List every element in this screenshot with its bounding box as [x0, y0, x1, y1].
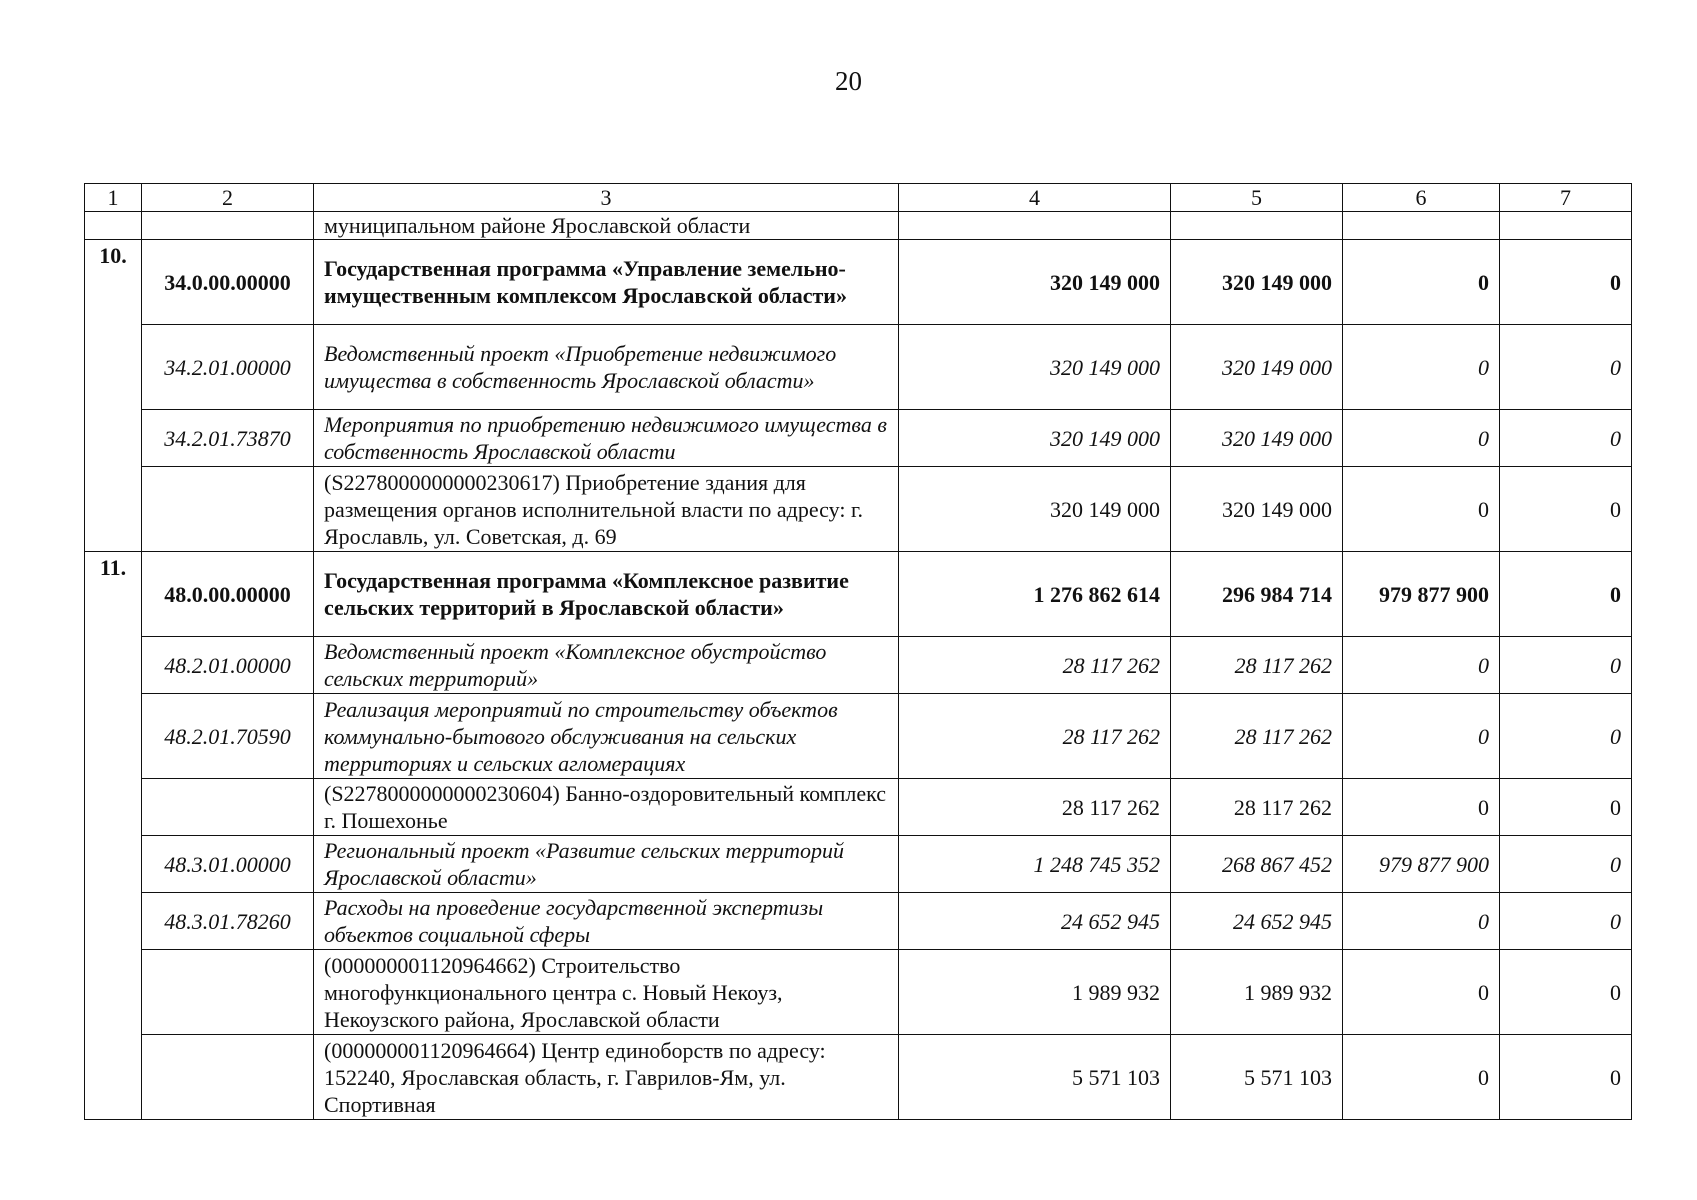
table-row — [85, 410, 1632, 467]
row-name: Государственная программа «Комплексное развитие сельских территорий в Ярославской области» — [314, 552, 899, 637]
table-row — [85, 325, 1632, 410]
cell-col6: 0 — [1343, 467, 1500, 552]
cell-col7: 0 — [1500, 325, 1632, 410]
row-number: 10. — [85, 240, 142, 552]
table-row — [85, 950, 1632, 1035]
cell-col4: 1 276 862 614 — [899, 552, 1171, 637]
cell-col6: 0 — [1343, 694, 1500, 779]
column-header: 4 — [899, 184, 1171, 212]
row-name: Государственная программа «Управление земельно-имущественным комплексом Ярославской области» — [314, 240, 899, 325]
continuation-row — [85, 212, 1632, 240]
cell-col4: 320 149 000 — [899, 325, 1171, 410]
column-header: 3 — [314, 184, 899, 212]
cell-col7: 0 — [1500, 950, 1632, 1035]
table-row — [85, 552, 1632, 637]
row-code: 48.3.01.78260 — [142, 893, 314, 950]
row-code: 34.0.00.00000 — [142, 240, 314, 325]
cell-col6: 979 877 900 — [1343, 836, 1500, 893]
cell-col6: 0 — [1343, 893, 1500, 950]
row-code — [142, 779, 314, 836]
row-name: Реализация мероприятий по строительству объектов коммунально-бытового обслуживания на сельских территориях и сельских агломерациях — [314, 694, 899, 779]
row-name: (000000001120964664) Центр единоборств по адресу: 152240, Ярославская область, г. Гаврилов-Ям, ул. Спортивная — [314, 1035, 899, 1120]
cell-col5: 28 117 262 — [1171, 694, 1343, 779]
budget-table — [84, 183, 1632, 1120]
column-header: 6 — [1343, 184, 1500, 212]
cell-col7: 0 — [1500, 467, 1632, 552]
row-code: 34.2.01.00000 — [142, 325, 314, 410]
table-body — [85, 184, 1632, 1120]
cell-col7: 0 — [1500, 552, 1632, 637]
row-name: Ведомственный проект «Комплексное обустройство сельских территорий» — [314, 637, 899, 694]
cell-col7: 0 — [1500, 410, 1632, 467]
row-code: 48.2.01.70590 — [142, 694, 314, 779]
cell-col5: 28 117 262 — [1171, 779, 1343, 836]
row-name: (S2278000000000230617) Приобретение здания для размещения органов исполнительной власти по адресу: г. Ярославль, ул. Советская, д. 69 — [314, 467, 899, 552]
cell-col5: 1 989 932 — [1171, 950, 1343, 1035]
cell-col4: 1 989 932 — [899, 950, 1171, 1035]
row-code: 48.3.01.00000 — [142, 836, 314, 893]
row-code: 34.2.01.73870 — [142, 410, 314, 467]
row-name: Региональный проект «Развитие сельских территорий Ярославской области» — [314, 836, 899, 893]
cell-col7: 0 — [1500, 240, 1632, 325]
cell-col6: 0 — [1343, 410, 1500, 467]
cell-col7: 0 — [1500, 836, 1632, 893]
cell-col6: 0 — [1343, 325, 1500, 410]
continuation-text: муниципальном районе Ярославской области — [314, 212, 899, 240]
cell-col5: 320 149 000 — [1171, 467, 1343, 552]
table-row — [85, 637, 1632, 694]
column-number-row — [85, 184, 1632, 212]
cell-col6: 0 — [1343, 637, 1500, 694]
cell-col5: 320 149 000 — [1171, 410, 1343, 467]
column-header: 2 — [142, 184, 314, 212]
column-header: 5 — [1171, 184, 1343, 212]
cell-col5: 320 149 000 — [1171, 325, 1343, 410]
cell-col6: 979 877 900 — [1343, 552, 1500, 637]
table-row — [85, 467, 1632, 552]
row-code: 48.0.00.00000 — [142, 552, 314, 637]
column-header: 7 — [1500, 184, 1632, 212]
cell-col4: 320 149 000 — [899, 467, 1171, 552]
table-row — [85, 1035, 1632, 1120]
cell-col5: 24 652 945 — [1171, 893, 1343, 950]
row-name: (S2278000000000230604) Банно-оздоровительный комплекс г. Пошехонье — [314, 779, 899, 836]
table-row — [85, 694, 1632, 779]
row-code — [142, 1035, 314, 1120]
cell-col4: 28 117 262 — [899, 637, 1171, 694]
row-name: Расходы на проведение государственной экспертизы объектов социальной сферы — [314, 893, 899, 950]
cell-col4: 24 652 945 — [899, 893, 1171, 950]
row-name: Ведомственный проект «Приобретение недвижимого имущества в собственность Ярославской области» — [314, 325, 899, 410]
cell-col5: 268 867 452 — [1171, 836, 1343, 893]
table-row — [85, 779, 1632, 836]
cell-col7: 0 — [1500, 637, 1632, 694]
cell-col5: 296 984 714 — [1171, 552, 1343, 637]
cell-col6: 0 — [1343, 950, 1500, 1035]
cell-col7: 0 — [1500, 694, 1632, 779]
table-row — [85, 893, 1632, 950]
cell-col4: 320 149 000 — [899, 410, 1171, 467]
cell-col5: 320 149 000 — [1171, 240, 1343, 325]
row-code: 48.2.01.00000 — [142, 637, 314, 694]
cell-col4: 28 117 262 — [899, 694, 1171, 779]
cell-col7: 0 — [1500, 779, 1632, 836]
cell-col4: 28 117 262 — [899, 779, 1171, 836]
table-row — [85, 836, 1632, 893]
cell-col4: 1 248 745 352 — [899, 836, 1171, 893]
cell-col4: 320 149 000 — [899, 240, 1171, 325]
column-header: 1 — [85, 184, 142, 212]
table-row — [85, 240, 1632, 325]
cell-col4: 5 571 103 — [899, 1035, 1171, 1120]
page-number: 20 — [835, 66, 862, 96]
cell-col5: 28 117 262 — [1171, 637, 1343, 694]
row-code — [142, 467, 314, 552]
cell-col6: 0 — [1343, 240, 1500, 325]
cell-col7: 0 — [1500, 893, 1632, 950]
row-number: 11. — [85, 552, 142, 1120]
cell-col5: 5 571 103 — [1171, 1035, 1343, 1120]
row-name: (000000001120964662) Строительство многофункционального центра с. Новый Некоуз, Некоузского района, Ярославской области — [314, 950, 899, 1035]
cell-col6: 0 — [1343, 779, 1500, 836]
row-name: Мероприятия по приобретению недвижимого имущества в собственность Ярославской области — [314, 410, 899, 467]
row-code — [142, 950, 314, 1035]
cell-col6: 0 — [1343, 1035, 1500, 1120]
cell-col7: 0 — [1500, 1035, 1632, 1120]
